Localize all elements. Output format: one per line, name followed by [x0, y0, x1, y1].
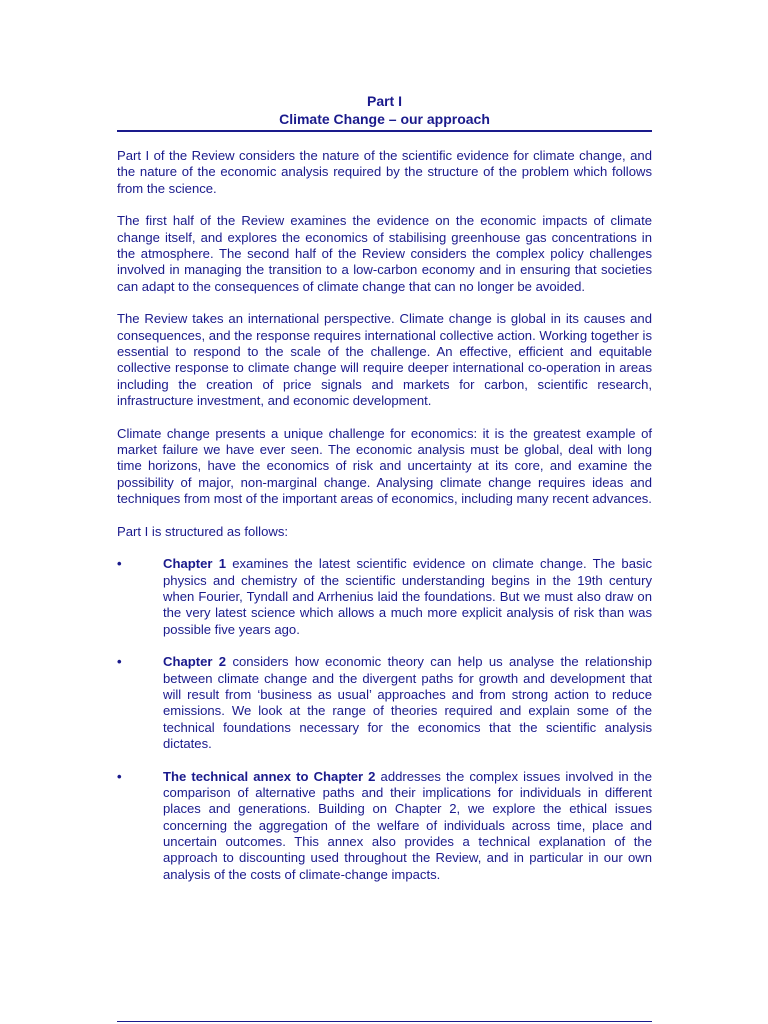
technical-annex-lead: The technical annex to Chapter 2	[163, 768, 376, 784]
chapter-1-lead: Chapter 1	[163, 556, 226, 572]
footer-rule	[117, 1021, 652, 1022]
paragraph-intro: Part I of the Review considers the nature of the scientific evidence for climate change, and the nature of the economic analysis required by the structure of the problem which follows from the science.	[117, 148, 652, 196]
list-item-chapter-1	[117, 556, 652, 638]
chapter-1-text: examines the latest scientific evidence on climate change. The basic physics and chemistry of the scientific understanding begins in the 19th century when Fourier, Tyndall and Arrhenius laid the foundations. But we must also draw on the very latest science which allows a much more explicit analysis of risk than was possible five years ago.	[163, 556, 652, 637]
chapter-2-lead: Chapter 2	[163, 654, 227, 670]
paragraph-international: The Review takes an international perspective. Climate change is global in its causes and consequences, and the response requires international collective action. Working together is essential to respond to the scale of the challenge. An effective, efficient and equitable collective response to climate change will require deeper international co-operation in areas including the creation of price signals and markets for carbon, scientific research, infrastructure investment, and economic development.	[117, 311, 652, 409]
chapter-2-text: considers how economic theory can help us analyse the relationship between climate change and the divergent paths for growth and development that will result from ‘business as usual’ approaches and from strong action to reduce emissions. We look at the range of theories required and explain some of the technical foundations necessary for the economics that the scientific analysis dictates.	[163, 654, 652, 752]
part-label: Part I	[366, 93, 402, 109]
paragraph-review-halves: The first half of the Review examines the evidence on the economic impacts of climate change itself, and explores the economics of stabilising greenhouse gas concentrations in the atmosphere. The second half of the Review considers the complex policy challenges involved in managing the transition to a low-carbon economy and in ensuring that societies can adapt to the consequences of climate change that can no longer be avoided.	[117, 213, 652, 294]
document-page	[117, 92, 652, 899]
part-title: Climate Change – our approach	[279, 111, 490, 127]
chapter-list	[117, 556, 652, 883]
bullet-icon: •	[117, 654, 122, 670]
list-item-chapter-2	[117, 654, 652, 752]
paragraph-structure: Part I is structured as follows:	[117, 523, 289, 539]
list-item-technical-annex	[117, 769, 652, 883]
bullet-icon: •	[117, 768, 122, 784]
paragraph-unique-challenge: Climate change presents a unique challenge for economics: it is the greatest example of market failure we have ever seen. The economic analysis must be global, deal with long time horizons, have the economics of risk and uncertainty at its core, and examine the possibility of major, non-marginal change. Analysing climate change requires ideas and techniques from most of the important areas of economics, including many recent advances.	[117, 425, 652, 507]
heading-rule	[117, 130, 652, 132]
document-body	[117, 148, 652, 883]
technical-annex-text: addresses the complex issues involved in the comparison of alternative paths and their implications for individuals in different places and generations. Building on Chapter 2, we explore the ethical issues concerning the aggregation of the welfare of individuals across time, place and uncertain outcomes. This annex also provides a technical explanation of the approach to discounting used throughout the Review, and in particular in our own analysis of the costs of climate-change impacts.	[163, 768, 652, 882]
bullet-icon: •	[117, 556, 122, 572]
